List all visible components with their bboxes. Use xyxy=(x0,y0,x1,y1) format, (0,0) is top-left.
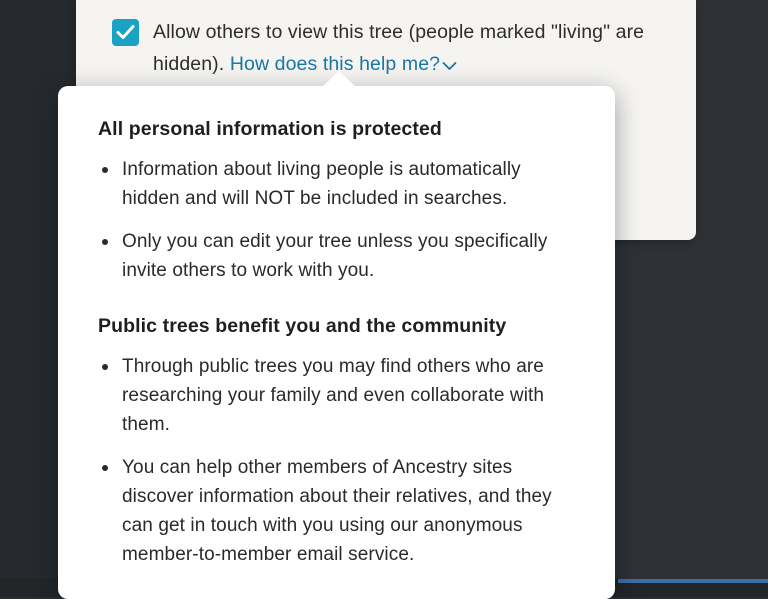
tooltip-arrow xyxy=(322,71,356,87)
list-item: Only you can edit your tree unless you specifically invite others to work with you. xyxy=(98,227,581,285)
list-item: You can help other members of Ancestry sites discover information about their relatives, and they can get in touch with you using our anonymous member-to-member email service. xyxy=(98,453,581,569)
checkbox-label-text: Allow others to view this tree (people marked "living" are hidden). xyxy=(153,21,645,75)
privacy-help-tooltip xyxy=(58,86,615,599)
allow-others-view-checkbox[interactable] xyxy=(112,19,139,46)
allow-others-view-label xyxy=(153,16,654,81)
tooltip-section-heading-2: Public trees benefit you and the community xyxy=(98,315,507,337)
help-link-text: How does this help me? xyxy=(229,53,441,75)
list-item: Information about living people is automatically hidden and will NOT be included in searches. xyxy=(98,155,581,213)
list-item: Through public trees you may find others who are researching your family and even collaborate with them. xyxy=(98,352,581,439)
chevron-down-icon xyxy=(442,49,457,81)
background-accent-bar xyxy=(618,579,768,583)
tooltip-section-list-2 xyxy=(98,352,581,569)
tooltip-section-heading-1: All personal information is protected xyxy=(98,118,442,140)
allow-others-view-row[interactable] xyxy=(112,16,654,81)
tooltip-section-list-1 xyxy=(98,155,581,285)
